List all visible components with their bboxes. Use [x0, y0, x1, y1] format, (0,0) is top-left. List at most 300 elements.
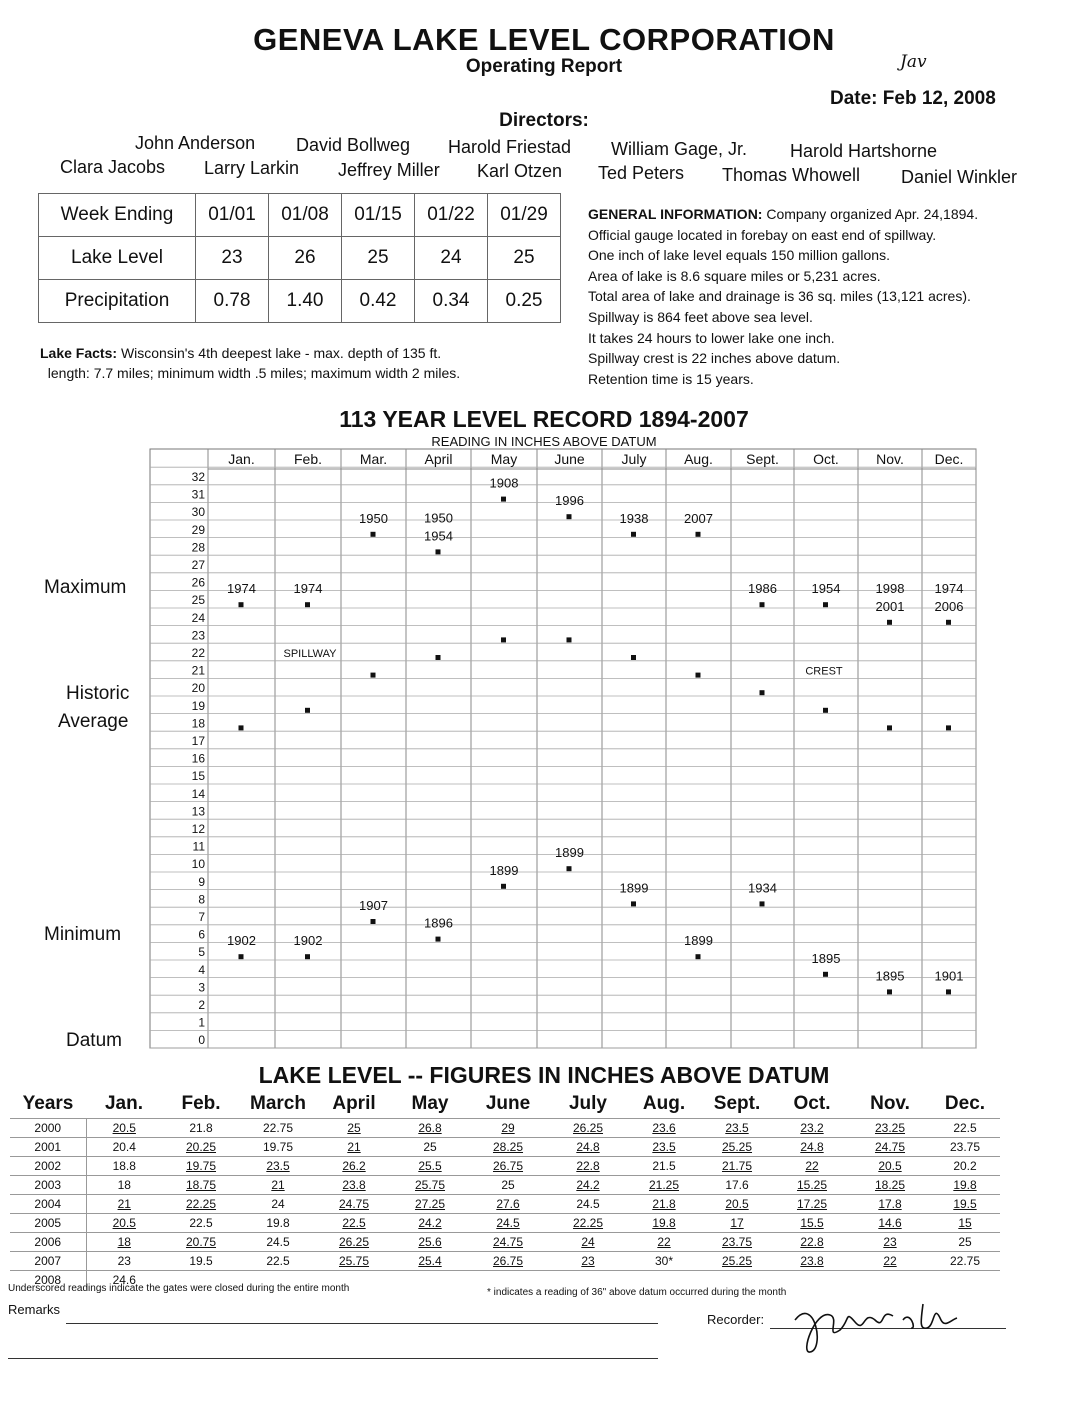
level-cell: 18 — [86, 1176, 162, 1195]
y-tick-label: 18 — [191, 716, 205, 731]
min-point — [760, 901, 765, 906]
year-cell: 2000 — [10, 1119, 86, 1138]
precipitation-label: Precipitation — [39, 280, 196, 323]
level-cell: 28.25 — [468, 1138, 548, 1157]
y-tick-label: 10 — [191, 857, 205, 872]
table-row — [10, 1195, 1000, 1214]
level-cell: 23.25 — [850, 1119, 930, 1138]
y-tick-label: 26 — [191, 575, 205, 590]
table-row — [10, 1176, 1000, 1195]
report-title: GENEVA LAKE LEVEL CORPORATION — [253, 22, 835, 57]
level-cell: 24.8 — [774, 1138, 850, 1157]
level-cell: 22.75 — [240, 1119, 316, 1138]
y-tick-label: 30 — [191, 505, 205, 520]
max-point — [371, 532, 376, 537]
level-cell: 19.75 — [162, 1157, 240, 1176]
y-tick-label: 9 — [198, 874, 205, 889]
level-cell: 23.5 — [240, 1157, 316, 1176]
remarks-label: Remarks — [8, 1302, 61, 1317]
month-label: Sept. — [746, 451, 779, 467]
date-value: Feb 12, 2008 — [882, 88, 996, 109]
level-cell: 25 — [316, 1119, 392, 1138]
average-point — [696, 673, 701, 678]
general-info-line: Total area of lake and drainage is 36 sq. miles (13,121 acres). — [588, 288, 971, 305]
max-year-label: 1974 — [293, 581, 323, 597]
director-name: William Gage, Jr. — [611, 139, 748, 159]
y-tick-label: 27 — [191, 558, 205, 572]
min-year-label: 1896 — [424, 915, 453, 931]
max-point — [305, 602, 310, 607]
y-tick-label: 20 — [191, 681, 205, 696]
y-tick-label: 21 — [191, 663, 205, 678]
level-cell: 26.2 — [316, 1157, 392, 1176]
level-cell: 23.2 — [774, 1119, 850, 1138]
level-cell: 22.5 — [240, 1252, 316, 1271]
y-tick-label: 25 — [191, 593, 205, 608]
month-label: June — [554, 451, 585, 467]
max-point — [631, 532, 636, 537]
y-tick-label: 23 — [191, 628, 205, 643]
column-header: May — [411, 1093, 449, 1114]
min-year-label: 1901 — [934, 968, 964, 984]
month-label: Nov. — [876, 451, 904, 467]
y-tick-label: 2 — [198, 998, 205, 1012]
y-tick-label: 12 — [191, 822, 205, 836]
min-point — [239, 954, 244, 959]
min-year-label: 1907 — [359, 898, 388, 913]
max-year-label: 2001 — [875, 598, 905, 614]
min-point — [887, 989, 892, 994]
min-point — [305, 954, 310, 959]
level-cell: 24.5 — [468, 1214, 548, 1233]
handwritten-initials: Jav — [900, 52, 927, 72]
column-header: Feb. — [181, 1093, 221, 1114]
week-ending-label: Week Ending — [39, 194, 196, 237]
y-tick-label: 13 — [191, 804, 205, 819]
level-cell: 25.5 — [392, 1157, 468, 1176]
general-info-line: Area of lake is 8.6 square miles or 5,231 acres. — [588, 267, 881, 284]
level-cell: 15.25 — [774, 1176, 850, 1195]
level-cell: 21 — [86, 1195, 162, 1214]
level-cell: 25.6 — [392, 1233, 468, 1252]
level-cell: 19.8 — [930, 1176, 1000, 1195]
level-cell: 24.5 — [548, 1195, 628, 1214]
remarks-line — [66, 1323, 658, 1324]
director-name: David Bollweg — [296, 135, 411, 155]
column-header: Years — [22, 1093, 74, 1114]
lake-level-value: 25 — [342, 237, 415, 280]
lake-level-table — [10, 1090, 1000, 1289]
lake-level-value: 26 — [269, 237, 342, 280]
max-year-label: 2006 — [934, 598, 964, 614]
lake-level-header-row — [10, 1090, 1000, 1119]
precipitation-value: 0.34 — [415, 280, 488, 323]
y-tick-label: 0 — [198, 1033, 205, 1048]
level-cell: 24.8 — [548, 1138, 628, 1157]
year-cell: 2007 — [10, 1252, 86, 1271]
record-chart-title: 113 YEAR LEVEL RECORD 1894-2007 — [339, 406, 749, 432]
column-header: March — [250, 1093, 306, 1114]
lake-level-table-title: LAKE LEVEL -- FIGURES IN INCHES ABOVE DATUM — [258, 1062, 830, 1088]
level-cell: 26.8 — [392, 1119, 468, 1138]
remarks-line-2 — [8, 1358, 658, 1359]
min-year-label: 1895 — [875, 968, 905, 984]
average-point — [631, 655, 636, 660]
max-point — [436, 549, 441, 554]
y-tick-label: 7 — [198, 910, 205, 924]
month-label: July — [621, 451, 647, 467]
level-cell — [930, 1271, 1000, 1290]
level-cell: 25.75 — [316, 1252, 392, 1271]
max-point — [946, 620, 951, 625]
general-info-line: Spillway is 864 feet above sea level. — [588, 308, 813, 325]
level-cell: 24.75 — [316, 1195, 392, 1214]
level-cell: 22 — [774, 1157, 850, 1176]
level-cell: 20.75 — [162, 1233, 240, 1252]
y-tick-label: 24 — [191, 610, 205, 625]
lake-facts-line: Wisconsin's 4th deepest lake - max. depth of 135 ft. — [120, 345, 442, 361]
level-cell: 22.5 — [162, 1214, 240, 1233]
general-info-line: It takes 24 hours to lower lake one inch. — [588, 329, 835, 346]
level-cell: 25.25 — [700, 1252, 774, 1271]
table-row — [10, 1138, 1000, 1157]
director-name: Ted Peters — [598, 163, 685, 183]
lake-level-value: 24 — [415, 237, 488, 280]
datum-label: Datum — [66, 1030, 122, 1051]
table-row — [10, 1214, 1000, 1233]
level-cell: 20.5 — [850, 1157, 930, 1176]
level-cell: 19.75 — [240, 1138, 316, 1157]
level-cell: 26.75 — [468, 1157, 548, 1176]
level-cell: 21 — [316, 1138, 392, 1157]
max-year-label: 1908 — [489, 475, 519, 491]
week-date: 01/15 — [342, 194, 415, 237]
level-cell: 26.75 — [468, 1252, 548, 1271]
week-date: 01/22 — [415, 194, 488, 237]
min-point — [823, 972, 828, 977]
column-header: Sept. — [713, 1093, 761, 1114]
average-point — [371, 673, 376, 678]
y-tick-label: 19 — [191, 698, 205, 713]
level-cell — [392, 1271, 468, 1290]
average-point — [823, 708, 828, 713]
month-label: Oct. — [813, 451, 839, 467]
general-info-line: Spillway crest is 22 inches above datum. — [588, 350, 841, 367]
month-label: Aug. — [684, 451, 713, 467]
level-cell: 15.5 — [774, 1214, 850, 1233]
level-cell: 24.75 — [468, 1233, 548, 1252]
level-cell: 17.8 — [850, 1195, 930, 1214]
level-cell: 23.8 — [316, 1176, 392, 1195]
director-name: Thomas Whowell — [722, 165, 861, 185]
max-year-label: 1950 — [359, 510, 388, 526]
year-cell: 2008 — [10, 1271, 86, 1290]
y-tick-label: 15 — [191, 769, 205, 784]
max-year-label: 1986 — [748, 581, 777, 597]
max-year-label: 1938 — [619, 510, 649, 526]
column-header: Dec. — [944, 1093, 986, 1114]
max-year-label: 1974 — [934, 580, 964, 596]
precipitation-value: 0.42 — [342, 280, 415, 323]
record-chart-subtitle: READING IN INCHES ABOVE DATUM — [431, 434, 657, 449]
level-cell: 20.2 — [930, 1157, 1000, 1176]
level-cell: 23 — [86, 1252, 162, 1271]
lake-level-label: Lake Level — [39, 237, 196, 280]
min-year-label: 1899 — [619, 880, 649, 896]
column-header: Jan. — [104, 1093, 144, 1114]
year-cell: 2003 — [10, 1176, 86, 1195]
year-cell: 2001 — [10, 1138, 86, 1157]
general-info-line: Official gauge located in forebay on east end of spillway. — [588, 226, 937, 243]
level-cell: 26.25 — [548, 1119, 628, 1138]
level-cell: 19.5 — [930, 1195, 1000, 1214]
y-tick-label: 32 — [191, 470, 205, 484]
y-tick-label: 31 — [191, 487, 205, 502]
remarks-field — [8, 1302, 60, 1317]
average-point — [501, 637, 506, 642]
y-tick-label: 14 — [191, 786, 205, 801]
y-tick-label: 4 — [198, 962, 205, 977]
level-cell: 23.5 — [700, 1119, 774, 1138]
level-cell: 24 — [548, 1233, 628, 1252]
average-point — [887, 725, 892, 730]
lake-facts-label: Lake Facts: — [40, 345, 118, 361]
month-label: Jan. — [228, 451, 255, 467]
min-year-label: 1902 — [227, 933, 256, 949]
year-cell: 2005 — [10, 1214, 86, 1233]
average-point — [567, 637, 572, 642]
max-point — [239, 602, 244, 607]
y-tick-label: 3 — [198, 980, 205, 995]
date-label: Date: — [830, 88, 878, 109]
max-year-label: 1950 — [424, 510, 453, 526]
level-cell: 27.6 — [468, 1195, 548, 1214]
level-cell: 30* — [628, 1252, 700, 1271]
min-year-label: 1899 — [684, 933, 713, 949]
month-label: Mar. — [359, 451, 388, 467]
level-cell: 22.5 — [316, 1214, 392, 1233]
level-cell: 18.75 — [162, 1176, 240, 1195]
week-date: 01/01 — [196, 194, 269, 237]
column-header: Aug. — [642, 1093, 686, 1114]
level-cell: 17.6 — [700, 1176, 774, 1195]
level-cell: 24.5 — [240, 1233, 316, 1252]
director-name: Harold Friestad — [448, 137, 572, 157]
min-year-label: 1899 — [555, 845, 584, 861]
level-cell: 24.6 — [86, 1271, 162, 1290]
asterisk-note: * indicates a reading of 36" above datum occurred during the month — [487, 1287, 787, 1298]
table-row — [10, 1233, 1000, 1252]
max-year-label: 1954 — [811, 581, 841, 597]
level-cell: 21.5 — [628, 1157, 700, 1176]
level-cell: 22.75 — [930, 1252, 1000, 1271]
y-tick-label: 5 — [198, 945, 205, 960]
month-label: April — [424, 451, 453, 467]
max-year-label: 1998 — [875, 580, 905, 596]
max-point — [567, 514, 572, 519]
level-cell: 23.6 — [628, 1119, 700, 1138]
level-cell: 18 — [86, 1233, 162, 1252]
level-cell: 21 — [240, 1176, 316, 1195]
level-cell: 25 — [930, 1233, 1000, 1252]
year-cell: 2006 — [10, 1233, 86, 1252]
min-point — [371, 919, 376, 924]
level-cell: 20.5 — [86, 1214, 162, 1233]
level-cell: 25 — [392, 1138, 468, 1157]
level-cell: 24.2 — [548, 1176, 628, 1195]
table-row — [10, 1252, 1000, 1271]
y-tick-label: 11 — [192, 839, 205, 854]
recorder-label: Recorder: — [707, 1312, 765, 1327]
director-name: Jeffrey Miller — [338, 160, 440, 180]
level-cell: 22 — [628, 1233, 700, 1252]
column-header: Nov. — [870, 1093, 910, 1114]
y-tick-label: 29 — [191, 522, 205, 537]
level-cell: 25 — [468, 1176, 548, 1195]
precipitation-value: 1.40 — [269, 280, 342, 323]
level-cell: 25.4 — [392, 1252, 468, 1271]
min-year-label: 1895 — [811, 950, 841, 966]
average-point — [239, 725, 244, 730]
column-header: April — [332, 1093, 376, 1114]
level-cell: 20.5 — [86, 1119, 162, 1138]
level-cell: 21.8 — [162, 1119, 240, 1138]
level-cell: 22.8 — [774, 1233, 850, 1252]
recorder-signature — [785, 1290, 965, 1360]
column-header: Oct. — [793, 1093, 831, 1114]
average-point — [760, 690, 765, 695]
lake-facts-line: length: 7.7 miles; minimum width .5 miles; maximum width 2 miles. — [47, 365, 461, 381]
y-tick-label: 17 — [191, 734, 205, 748]
report-subtitle: Operating Report — [465, 56, 623, 77]
level-cell: 20.25 — [162, 1138, 240, 1157]
max-year-label: 1974 — [227, 581, 256, 597]
level-cell: 22.25 — [548, 1214, 628, 1233]
y-tick-label: 1 — [198, 1015, 205, 1030]
min-year-label: 1902 — [293, 933, 323, 949]
crest-label: CREST — [805, 665, 843, 678]
max-point — [501, 497, 506, 502]
underscore-note: Underscored readings indicate the gates were closed during the entire month — [8, 1283, 350, 1294]
max-point — [887, 620, 892, 625]
director-name: Karl Otzen — [477, 161, 563, 181]
max-year-label: 2007 — [684, 510, 713, 526]
year-cell: 2002 — [10, 1157, 86, 1176]
general-info-label: GENERAL INFORMATION: — [588, 206, 763, 222]
level-cell: 20.5 — [700, 1195, 774, 1214]
director-name: John Anderson — [135, 133, 256, 153]
level-cell: 15 — [930, 1214, 1000, 1233]
level-cell: 24.75 — [850, 1138, 930, 1157]
lake-level-value: 23 — [196, 237, 269, 280]
max-point — [696, 532, 701, 537]
level-cell: 18.8 — [86, 1157, 162, 1176]
average-label: Average — [58, 711, 129, 732]
min-point — [696, 954, 701, 959]
level-cell: 17 — [700, 1214, 774, 1233]
min-point — [501, 884, 506, 889]
level-cell: 23.8 — [774, 1252, 850, 1271]
max-point — [760, 602, 765, 607]
level-cell: 23 — [850, 1233, 930, 1252]
level-cell: 21.25 — [628, 1176, 700, 1195]
director-name: Harold Hartshorne — [790, 141, 938, 161]
level-cell: 27.25 — [392, 1195, 468, 1214]
min-year-label: 1899 — [489, 862, 519, 878]
level-cell: 29 — [468, 1119, 548, 1138]
week-date: 01/29 — [488, 194, 561, 237]
level-cell: 24 — [240, 1195, 316, 1214]
level-cell: 22 — [850, 1252, 930, 1271]
min-point — [436, 937, 441, 942]
y-tick-label: 22 — [191, 646, 205, 660]
level-cell: 24.2 — [392, 1214, 468, 1233]
lake-level-value: 25 — [488, 237, 561, 280]
historic-label: Historic — [66, 683, 130, 704]
level-cell: 22.5 — [930, 1119, 1000, 1138]
y-tick-label: 28 — [191, 540, 205, 555]
y-tick-label: 16 — [191, 751, 205, 766]
precipitation-value: 0.78 — [196, 280, 269, 323]
average-point — [436, 655, 441, 660]
level-cell: 17.25 — [774, 1195, 850, 1214]
level-cell: 18.25 — [850, 1176, 930, 1195]
level-cell: 21.75 — [700, 1157, 774, 1176]
max-year-label: 1996 — [555, 493, 584, 509]
level-cell: 19.8 — [628, 1214, 700, 1233]
y-tick-label: 8 — [198, 892, 205, 907]
column-header: June — [485, 1093, 531, 1114]
month-label: Feb. — [293, 451, 323, 467]
max-point — [823, 602, 828, 607]
level-cell: 25.25 — [700, 1138, 774, 1157]
year-cell: 2004 — [10, 1195, 86, 1214]
min-point — [631, 901, 636, 906]
general-info-line: Retention time is 15 years. — [588, 370, 754, 387]
average-point — [305, 708, 310, 713]
y-tick-label: 6 — [198, 927, 205, 942]
month-label: Dec. — [934, 451, 964, 467]
general-info-line: One inch of lake level equals 150 million gallons. — [588, 247, 890, 264]
level-cell: 26.25 — [316, 1233, 392, 1252]
minimum-label: Minimum — [44, 924, 122, 945]
level-cell: 25.75 — [392, 1176, 468, 1195]
min-point — [946, 989, 951, 994]
precipitation-value: 0.25 — [488, 280, 561, 323]
level-cell: 23.75 — [700, 1233, 774, 1252]
general-info-line: Company organized Apr. 24,1894. — [766, 206, 979, 222]
spillway-label: SPILLWAY — [283, 648, 337, 660]
level-cell: 23 — [548, 1252, 628, 1271]
column-header: July — [568, 1093, 608, 1114]
director-name: Daniel Winkler — [901, 167, 1018, 187]
level-cell: 19.5 — [162, 1252, 240, 1271]
level-cell: 23.5 — [628, 1138, 700, 1157]
table-row — [10, 1157, 1000, 1176]
min-point — [567, 866, 572, 871]
directors-heading: Directors: — [499, 110, 589, 131]
level-cell: 23.75 — [930, 1138, 1000, 1157]
director-name: Clara Jacobs — [60, 157, 166, 177]
level-cell — [850, 1271, 930, 1290]
min-year-label: 1934 — [748, 880, 777, 896]
level-cell: 22.8 — [548, 1157, 628, 1176]
table-row — [10, 1119, 1000, 1138]
month-label: May — [490, 451, 518, 467]
maximum-label: Maximum — [44, 577, 127, 598]
level-cell: 20.4 — [86, 1138, 162, 1157]
average-point — [946, 725, 951, 730]
